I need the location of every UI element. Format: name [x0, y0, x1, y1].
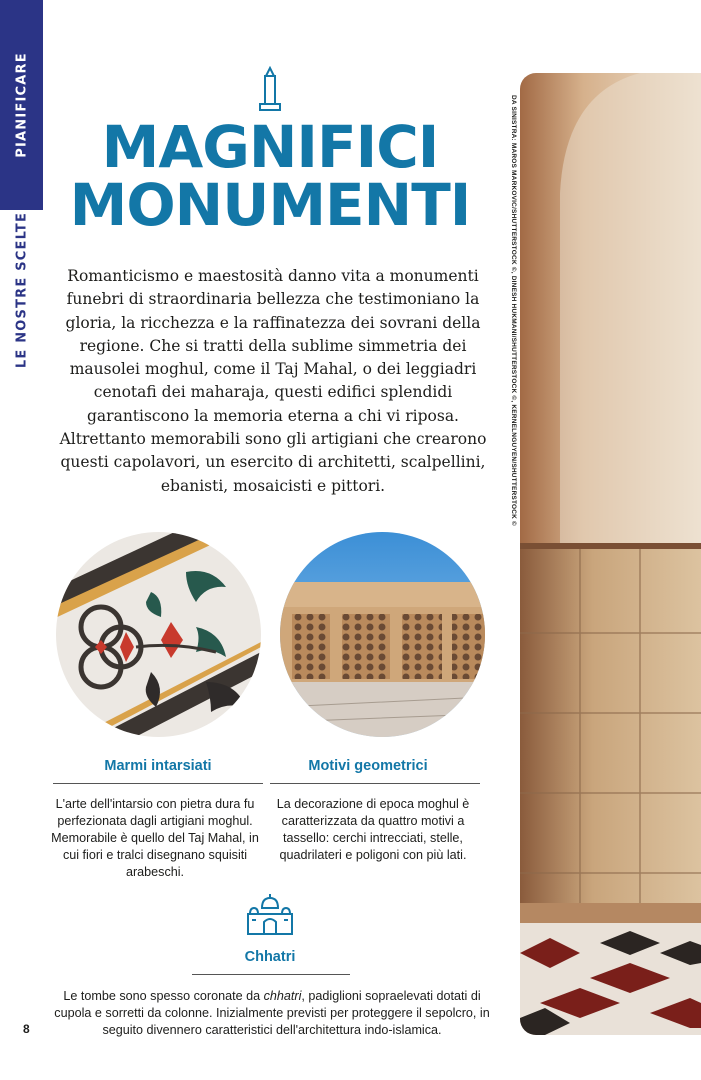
side-tab-scelte — [0, 210, 43, 370]
feature-title-marmi: Marmi intarsiati — [104, 758, 212, 774]
page-number: 8 — [23, 1022, 30, 1036]
intro-paragraph: Romanticismo e maestosità danno vita a monumenti funebri di straordinaria bellezza che testimoniano la gloria, la ricchezza e la raffinatezza dei sovrani della regione. Che si tratti della sublime simmetria dei mausolei moghul, come il Taj Mahal, o dei leggiadri cenotafi dei maharaja, questi edifici splendidi garantiscono la memoria eterna a chi vi riposa. Altrettanto memorabili sono gli artigiani che crearono questi capolavori, un esercito di architetti, scalpellini, ebanisti, mosaicisti e pittori. — [59, 267, 487, 495]
divider — [192, 974, 350, 975]
title-line-2: MONUMENTI — [69, 171, 471, 239]
title-line-1: MAGNIFICI — [101, 113, 439, 181]
feature-title-motivi: Motivi geometrici — [308, 758, 428, 774]
divider — [53, 783, 263, 784]
monument-interior-photo — [520, 73, 701, 1035]
side-tab-bottom-label: LE NOSTRE SCELTE — [14, 211, 29, 369]
geometric-jali-photo — [280, 532, 485, 737]
divider — [270, 783, 480, 784]
chhatri-text: Le tombe sono spesso coronate da chhatri, padiglioni sopraelevati dotati di cupola e sorretti da colonne. Inizialmente previsti per proteggere il sepolcro, in seguito divennero caratteristici dell'architettura indo-islamica. — [54, 989, 490, 1037]
marble-inlay-photo — [56, 532, 261, 737]
monument-icon — [257, 66, 283, 112]
chhatri-title: Chhatri — [244, 949, 296, 965]
side-tab-pianificare — [0, 0, 43, 210]
side-tab-top-label: PIANIFICARE — [14, 52, 29, 158]
photo-credit: DA SINISTRA: MAROS MARKOVIC/SHUTTERSTOCK ©, DINESH HUKMANI/SHUTTERSTOCK ©, KERNELNGUYEN/SHUTTERSTOCK © — [510, 95, 517, 527]
feature-text-marmi: L'arte dell'intarsio con pietra dura fu perfezionata dagli artigiani moghul. Memorabile è quello del Taj Mahal, in cui fiori e tralci disegnano squisiti arabeschi. — [51, 797, 259, 879]
page-title — [60, 113, 480, 239]
chhatri-icon — [246, 892, 294, 936]
feature-text-motivi: La decorazione di epoca moghul è caratterizzata da quattro motivi a tassello: cerchi intrecciati, stelle, quadrilateri e poligoni con più lati. — [276, 797, 470, 862]
